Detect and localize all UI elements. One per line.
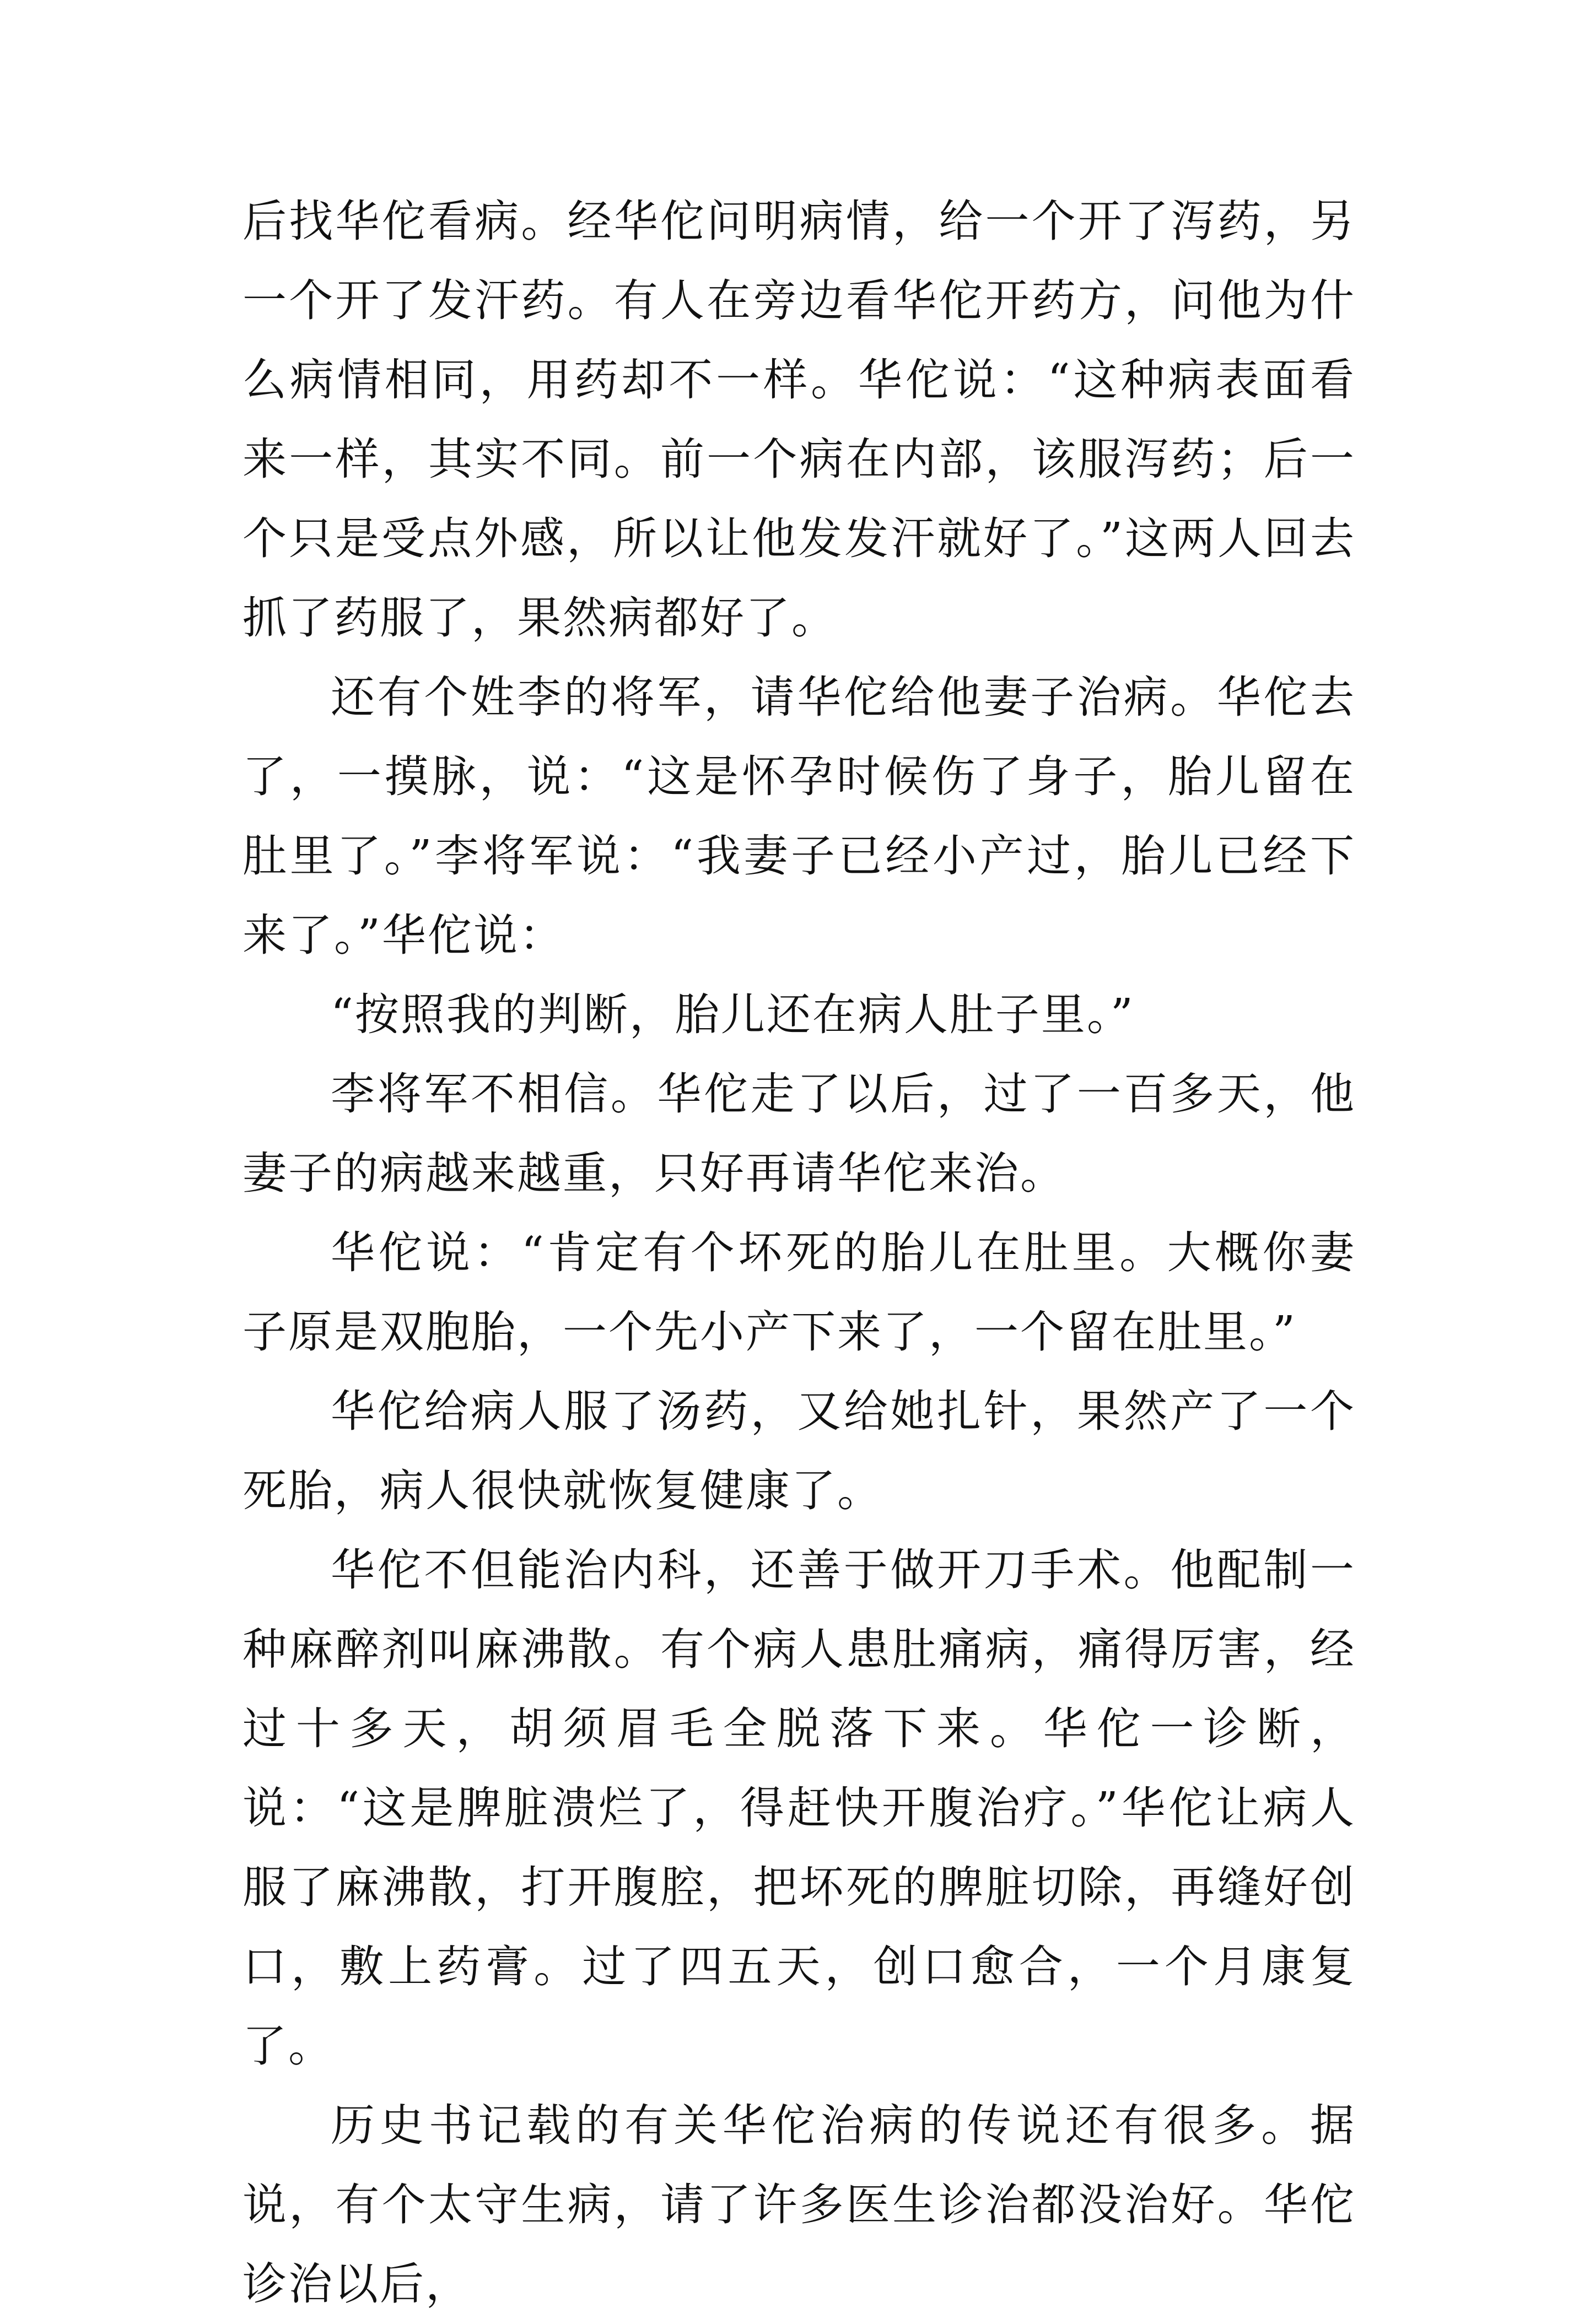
paragraph-6: 华佗给病人服了汤药，又给她扎针，果然产了一个死胎，病人很快就恢复健康了。 [243,1386,1356,1516]
paragraph-2: 还有个姓李的将军，请华佗给他妻子治病。华佗去了，一摸脉，说：“这是怀孕时候伤了身子，胎儿留在肚里了。”李将军说：“我妻子已经小产过，胎儿已经下来了。”华佗说： [243,672,1356,961]
paragraph-3: “按照我的判断，胎儿还在病人肚子里。” [331,989,1135,1040]
paragraph-8: 历史书记载的有关华佗治病的传说还有很多。据说，有个太守生病，请了许多医生诊治都没治好。华佗诊治以后， [243,2100,1356,2310]
paragraph-4: 李将军不相信。华佗走了以后，过了一百多天，他妻子的病越来越重，只好再请华佗来治。 [243,1068,1356,1199]
paragraph-7: 华佗不但能治内科，还善于做开刀手术。他配制一种麻醉剂叫麻沸散。有个病人患肚痛病，痛得厉害，经过十多天，胡须眉毛全脱落下来。华佗一诊断，说：“这是脾脏溃烂了，得赶快开腹治疗。”华佗让病人服了麻沸散，打开腹腔，把坏死的脾脏切除，再缝好创口，敷上药膏。过了四五天，创口愈合，一个月康复了。 [243,1544,1356,2072]
body-text [243,182,1356,2324]
paragraph-1: 后找华佗看病。经华佗问明病情，给一个开了泻药，另一个开了发汗药。有人在旁边看华佗开药方，问他为什么病情相同，用药却不一样。华佗说：“这种病表面看来一样，其实不同。前一个病在内部，该服泻药；后一个只是受点外感，所以让他发发汗就好了。”这两人回去抓了药服了，果然病都好了。 [243,196,1356,644]
paragraph-5: 华佗说：“肯定有个坏死的胎儿在肚里。大概你妻子原是双胞胎，一个先小产下来了，一个留在肚里。” [243,1227,1356,1358]
